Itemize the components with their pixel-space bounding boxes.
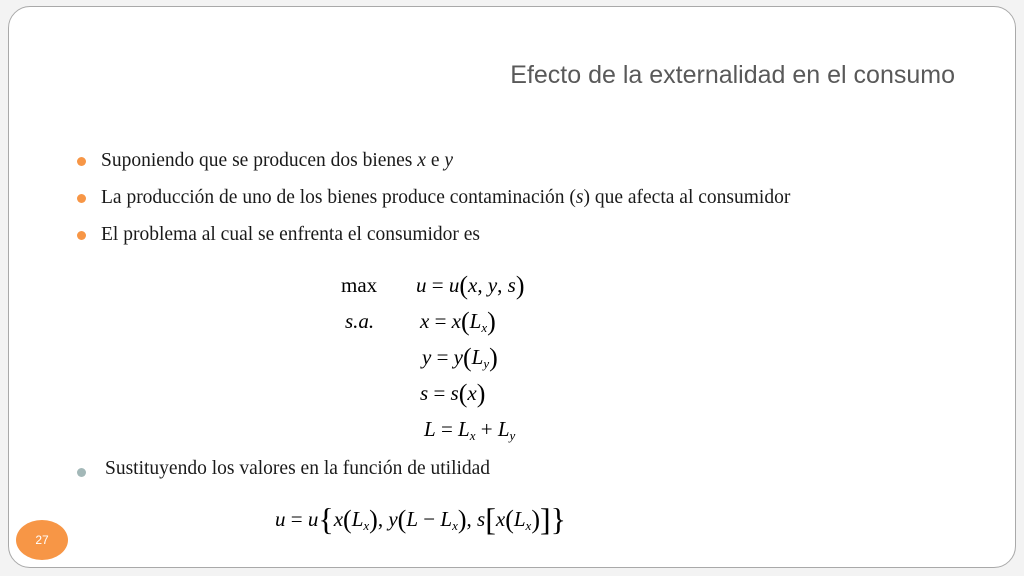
slide-title: Efecto de la externalidad en el consumo <box>510 61 955 89</box>
bullet-text-mid: e <box>425 150 445 171</box>
variable-y: y <box>444 150 453 171</box>
equation-x: $x = x(L_x)$ <box>420 307 496 336</box>
equation-max: max <box>341 273 378 297</box>
equation-s: s = s(x) <box>420 379 486 408</box>
bullet-text: La producción de uno de los bienes produce contaminación ( <box>101 187 576 208</box>
bullet-text: El problema al cual se enfrenta el consumidor es <box>101 224 481 245</box>
bullet-dot-icon <box>77 157 86 166</box>
bullet-dot-icon <box>77 231 86 240</box>
bullet-item <box>77 184 977 221</box>
variable-s: s <box>575 187 584 208</box>
bullet-text-post: ) que afecta al consumidor <box>583 187 791 208</box>
bullet-text: Suponiendo que se producen dos bienes <box>101 150 418 171</box>
bullet-dot-icon <box>77 468 86 477</box>
bullet-dot-icon <box>77 194 86 203</box>
equation-sa: s.a. <box>345 309 375 333</box>
equation-substituted-utility: $u = u\{x(L_x)$, $y(L - L_x)$, $s[x(L_x)]$} <box>275 501 567 537</box>
variable-x: x <box>417 150 426 171</box>
slide <box>8 6 1016 568</box>
equation-L: $L = L_x + L_y$ <box>424 417 516 443</box>
equation-y: $y = y(L_y)$ <box>422 343 498 372</box>
bullet-item-substitution <box>77 458 490 480</box>
bullet-list <box>77 147 977 258</box>
page-number-badge: 27 <box>16 520 68 560</box>
bullet-text: Sustituyendo los valores en la función de utilidad <box>105 458 491 479</box>
bullet-item <box>77 221 977 258</box>
equation-utility: u = u(x, y, s) <box>416 271 525 300</box>
bullet-item <box>77 147 977 184</box>
